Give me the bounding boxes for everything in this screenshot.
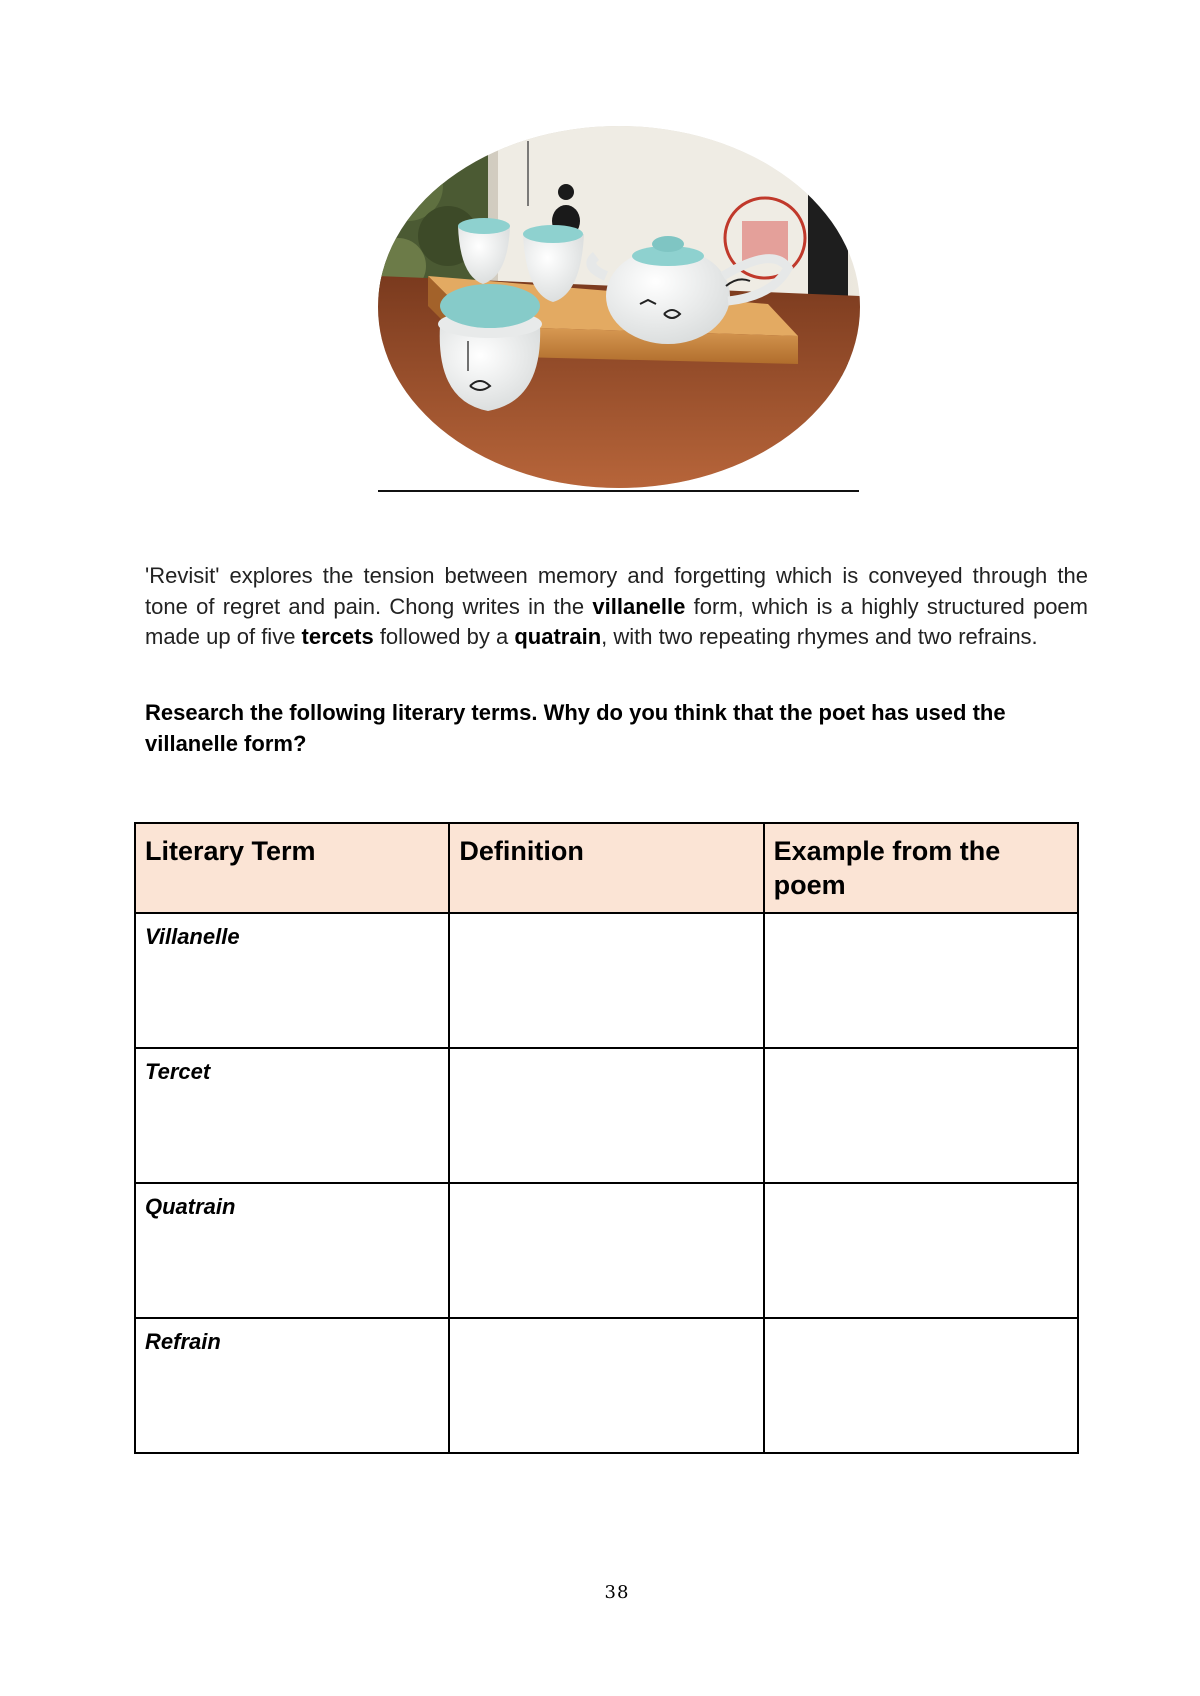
intro-paragraph [145,561,1088,653]
definition-cell[interactable] [449,1183,763,1318]
definition-cell[interactable] [449,913,763,1048]
task-instruction: Research the following literary terms. Why do you think that the poet has used the villanelle form? [145,700,1006,756]
page-number: 38 [604,1582,630,1603]
header-literary-term: Literary Term [135,823,449,913]
example-cell[interactable] [764,1318,1078,1453]
intro-text-3: followed by a [373,624,515,649]
intro-text-1: 'Revisit' explores the tension between memory and forgetting which is conveyed through the tone of regret and pain. Chong writes in the [145,563,1088,619]
term-cell: Tercet [135,1048,449,1183]
definition-cell[interactable] [449,1048,763,1183]
term-cell: Refrain [135,1318,449,1453]
intro-text-2: form, which is a highly structured poem made up of five [145,593,1088,649]
photo-underline [378,490,859,492]
example-cell[interactable] [764,1183,1078,1318]
term-cell: Villanelle [135,913,449,1048]
literary-terms-table [134,822,1079,1454]
term-cell: Quatrain [135,1183,449,1318]
intro-term-tercets: tercets [301,624,374,649]
definition-cell[interactable] [449,1318,763,1453]
table-row [135,1183,1078,1318]
example-cell[interactable] [764,1048,1078,1183]
header-example: Example from the poem [764,823,1078,913]
table-row [135,913,1078,1048]
table-row [135,1048,1078,1183]
example-cell[interactable] [764,913,1078,1048]
intro-term-quatrain: quatrain [514,624,602,649]
header-definition: Definition [449,823,763,913]
intro-text-4: , with two repeating rhymes and two refrains. [601,624,1038,649]
intro-term-villanelle: villanelle [592,593,686,619]
table-header-row [135,823,1078,913]
table-row [135,1318,1078,1453]
tea-set-photo [378,126,860,488]
